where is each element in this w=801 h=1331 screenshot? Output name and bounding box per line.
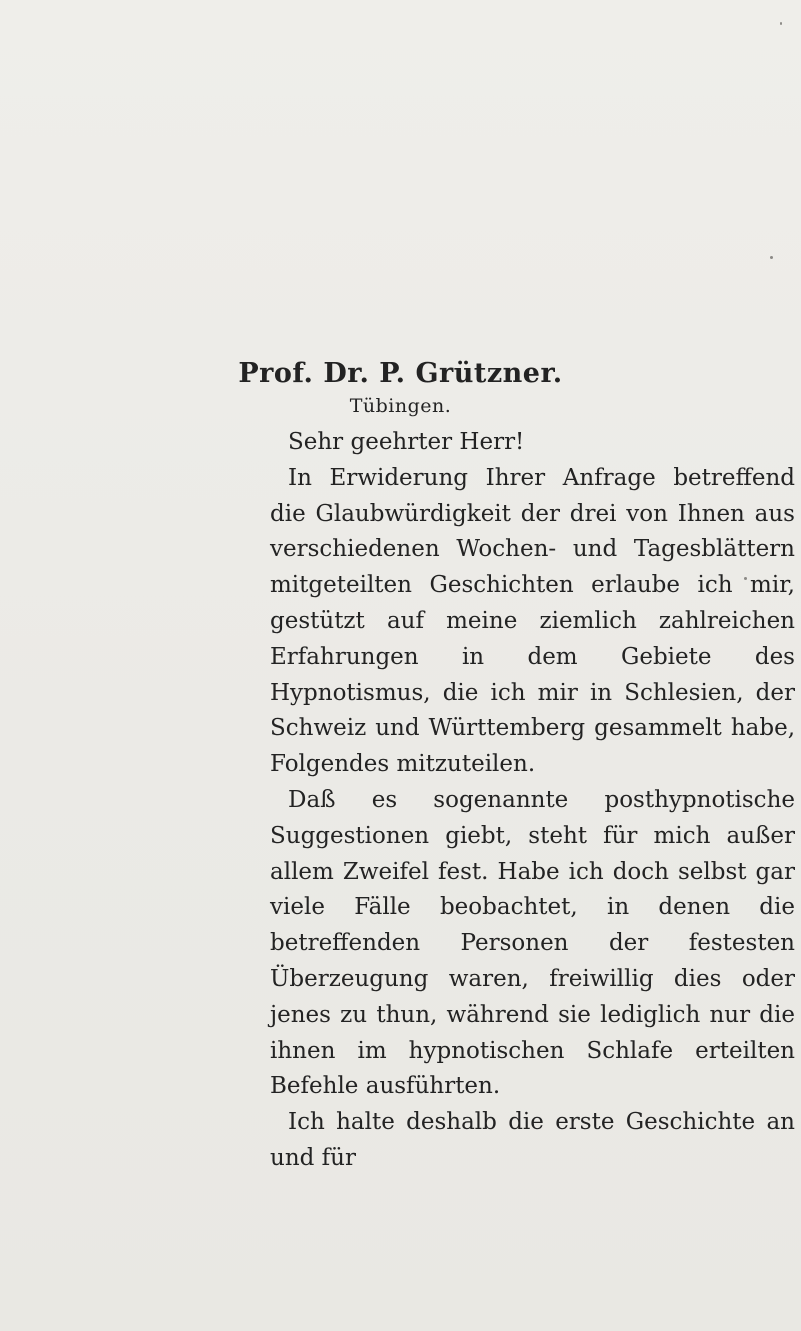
salutation: Sehr geehrter Herr! — [288, 429, 525, 455]
place-line: Tübingen. — [349, 395, 452, 417]
paper-speck — [770, 256, 773, 259]
letter-body — [270, 425, 795, 1177]
author-heading: Prof. Dr. P. Grützner. — [238, 358, 563, 389]
paper-speck — [780, 22, 782, 25]
paragraph: Ich halte deshalb die erste Geschichte an und für — [270, 1109, 795, 1171]
paragraph: In Erwiderung Ihrer Anfrage betreffend die Glaubwürdigkeit der drei von Ihnen aus verschiedenen Wochen- und Tagesblättern mitgeteilten Geschichten erlaube ich mir, gestützt auf meine ziemlich zahlreichen Erfahrungen in dem Gebiete des Hypnotismus, die ich mir in Schlesien, der Schweiz und Württemberg gesammelt habe, Folgendes mitzuteilen. — [270, 464, 795, 778]
paragraph: Daß es sogenannte posthypnotische Suggestionen giebt, steht für mich außer allem Zweifel fest. Habe ich doch selbst gar viele Fälle beobachtet, in denen die betreffenden Personen der festesten Überzeugung waren, freiwillig dies oder jenes zu thun, während sie lediglich nur die ihnen im hypnotischen Schlafe erteilten Befehle ausführten. — [270, 786, 795, 1100]
